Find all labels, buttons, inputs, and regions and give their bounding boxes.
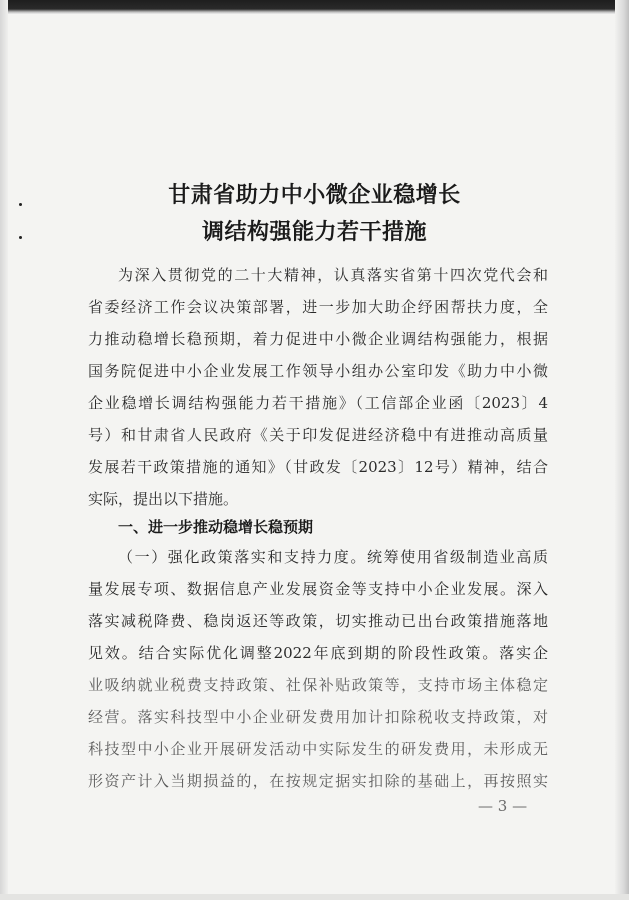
- intro-line: 企业稳增长调结构强能力若干措施》（工信部企业函〔2023〕4: [88, 394, 548, 412]
- section-line: （一）强化政策落实和支持力度。统筹使用省级制造业高质: [118, 548, 548, 566]
- document-title-line-1: 甘肃省助力中小微企业稳增长: [168, 182, 461, 208]
- intro-line: 为深入贯彻党的二十大精神，认真落实省第十四次党代会和: [118, 266, 548, 284]
- section-line: 经营。落实科技型中小企业研发费用加计扣除税收支持政策，对: [88, 708, 548, 726]
- page-number: — 3 —: [478, 797, 528, 815]
- intro-line: 国务院促进中小企业发展工作领导小组办公室印发《助力中小微: [88, 362, 548, 380]
- section-line: 业吸纳就业税费支持政策、社保补贴政策等，支持市场主体稳定: [88, 676, 548, 694]
- section-line: 见效。结合实际优化调整2022年底到期的阶段性政策。落实企: [88, 644, 548, 662]
- intro-line: 省委经济工作会议决策部署，进一步加大助企纾困帮扶力度，全: [88, 298, 548, 316]
- document-title-line-2: 调结构强能力若干措施: [201, 219, 427, 245]
- intro-line: 号）和甘肃省人民政府《关于印发促进经济稳中有进推动高质量: [88, 426, 548, 444]
- section-line: 形资产计入当期损益的，在按规定据实扣除的基础上，再按照实: [88, 772, 548, 790]
- section-line: 落实减税降费、稳岗返还等政策，切实推动已出台政策措施落地: [88, 612, 548, 630]
- section-heading: 一、进一步推动稳增长稳预期: [118, 518, 314, 536]
- intro-line: 力推动稳增长稳预期，着力促进中小微企业调结构强能力，根据: [88, 330, 548, 348]
- intro-line: 发展若干政策措施的通知》（甘政发〔2023〕12号）精神，结合: [88, 458, 548, 476]
- intro-line: 实际，提出以下措施。: [88, 490, 239, 508]
- section-line: 科技型中小企业开展研发活动中实际发生的研发费用，未形成无: [88, 740, 548, 758]
- section-line: 量发展专项、数据信息产业发展资金等支持中小企业发展。深入: [88, 580, 548, 598]
